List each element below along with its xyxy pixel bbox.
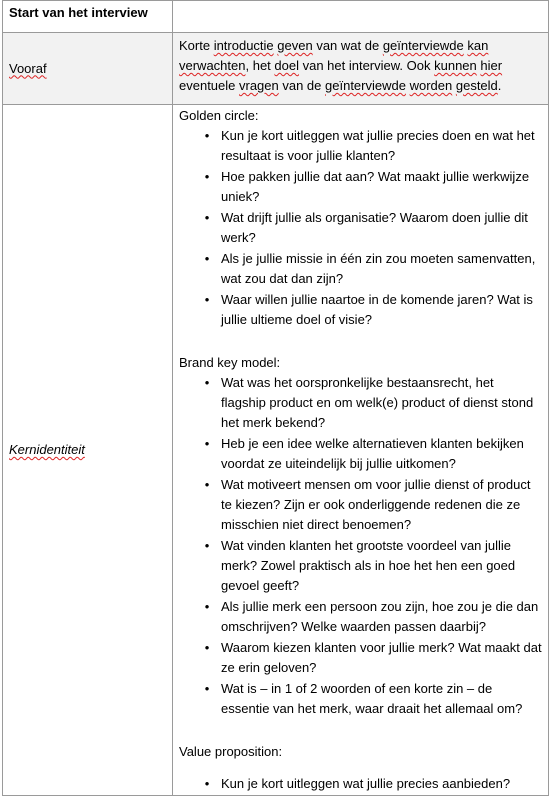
list-item: • Hoe pakken jullie dat aan? Wat maakt jullie werkwijze uniek? (204, 169, 530, 204)
kern-label: Kernidentiteit (9, 442, 85, 457)
list-item: • Wat is – in 1 of 2 woorden of een korte zin – de essentie van het merk, waar draait het allemaal om? (204, 681, 523, 716)
list-item: • Als je jullie missie in één zin zou moeten samenvatten, wat zou dat dan zijn? (204, 251, 536, 286)
list-item: • Als jullie merk een persoon zou zijn, hoe zou je die dan omschrijven? Welke waarden passen daarbij? (204, 599, 539, 634)
vooraf-label-cell (3, 33, 173, 105)
section-spacer (179, 762, 542, 774)
list-item: • Kun je kort uitleggen wat jullie precies doen en wat het resultaat is voor jullie klanten? (204, 128, 535, 163)
question-list-golden-circle (179, 126, 542, 330)
section-title-brand-key: Brand key model: (179, 355, 281, 370)
vooraf-label: Vooraf (9, 60, 47, 76)
list-item: • Heb je een idee welke alternatieven klanten bekijken voordat ze uiteindelijk bij jullie uitkomen? (204, 436, 524, 471)
question-list-brand-key (179, 373, 542, 719)
section-title-value-proposition: Value proposition: (179, 744, 283, 759)
row-start (3, 1, 549, 33)
section-spacer (179, 331, 542, 353)
list-item: • Wat was het oorspronkelijke bestaansrecht, het flagship product en om welk(e) product of dienst stond het merk bekend? (204, 375, 534, 430)
header-empty-cell (173, 1, 549, 33)
question-list-value-proposition (179, 774, 542, 794)
list-item: • Wat drijft jullie als organisatie? Waarom doen jullie dit werk? (204, 210, 528, 245)
list-item: • Wat vinden klanten het grootste voordeel van jullie merk? Zowel praktisch als in hoe het hen een goed gevoel geeft? (204, 538, 516, 593)
list-item: • Waarom kiezen klanten voor jullie merk? Wat maakt dat ze erin geloven? (204, 640, 542, 675)
list-item: • Kun je kort uitleggen wat jullie precies aanbieden? (204, 776, 511, 791)
row-vooraf (3, 33, 549, 105)
header-title: Start van het interview (3, 1, 173, 33)
kern-content (173, 105, 549, 796)
section-title-golden-circle: Golden circle: (179, 108, 259, 123)
section-spacer (179, 720, 542, 742)
vooraf-text: Korte introductie geven van wat de geïnterviewde kan verwachten, het doel van het interview. Ook kunnen hier eventuele vragen van de geïnterviewde worden gesteld. (173, 33, 549, 105)
list-item: • Wat motiveert mensen om voor jullie dienst of product te kiezen? Zijn er ook onderliggende redenen die ze misschien niet direct benoemen? (204, 477, 531, 532)
list-item: • Waar willen jullie naartoe in de komende jaren? Wat is jullie ultieme doel of visie? (204, 292, 533, 327)
row-kernidentiteit (3, 105, 549, 796)
kern-label-cell (3, 105, 173, 796)
interview-table (2, 0, 549, 796)
